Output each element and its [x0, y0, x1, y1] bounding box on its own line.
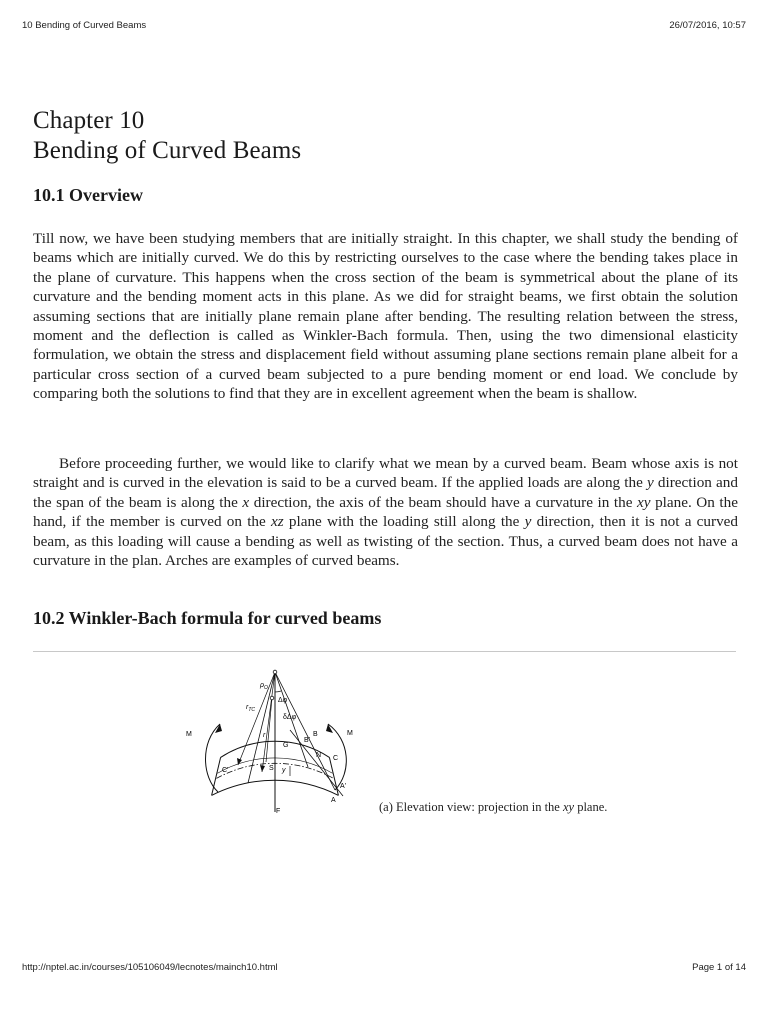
- angle-arc-dphi: [275, 691, 281, 692]
- footer-page-number: Page 1 of 14: [692, 962, 746, 973]
- header-title: 10 Bending of Curved Beams: [22, 20, 147, 31]
- curved-beam-elevation-figure: [180, 662, 390, 822]
- centre-point-lower: [270, 696, 274, 700]
- label-dphi: Δφ: [278, 697, 288, 704]
- math-var: y: [524, 513, 532, 531]
- label-rho: $\rho_O$: [260, 682, 268, 691]
- caption-prefix: (a) Elevation view: projection in the: [379, 800, 563, 814]
- r-arrow: [266, 698, 272, 762]
- caption-suffix: plane.: [574, 800, 608, 814]
- label-C-left: C': [222, 767, 229, 774]
- rho-arrow: [238, 672, 275, 765]
- label-moment-right: M: [347, 730, 353, 737]
- label-A: A: [331, 797, 336, 804]
- label-B: B: [313, 731, 318, 738]
- section-heading-overview: 10.1 Overview: [33, 185, 143, 205]
- label-S: S: [269, 765, 274, 772]
- text-run: Before proceeding further, we would like to clarify what we mean by a curved beam. Beam whose axis is not straight and is curved in the elevation is said to be a curved beam. If the applied loads are along the: [33, 455, 738, 492]
- label-rtc: $r_{TC}$: [246, 704, 256, 713]
- rtc-arrowhead: [260, 765, 265, 772]
- label-B-prime: B': [304, 737, 311, 744]
- math-var: xz: [271, 513, 284, 531]
- text-run: plane with the loading still along the: [283, 513, 525, 531]
- horizontal-divider: [33, 651, 736, 652]
- header-datetime: 26/07/2016, 10:57: [669, 20, 746, 31]
- centre-point: [273, 670, 277, 674]
- text-run: direction and the span of the beam is along the: [33, 474, 738, 511]
- figure-caption: [379, 800, 607, 815]
- math-var: x: [242, 493, 250, 511]
- label-r: r: [263, 732, 266, 739]
- label-y: y: [282, 767, 286, 774]
- chapter-number: Chapter 10: [33, 107, 145, 134]
- label-C-right: C: [333, 755, 339, 762]
- caption-var: xy: [562, 800, 575, 814]
- section-heading-winkler-bach: 10.2 Winkler-Bach formula for curved beams: [33, 608, 382, 628]
- chapter-title: [33, 106, 301, 166]
- text-run: direction, the axis of the beam should have a curvature in the: [249, 493, 638, 511]
- beam-end-right: [329, 757, 338, 795]
- math-var: y: [647, 474, 654, 492]
- chapter-name: Bending of Curved Beams: [33, 137, 302, 164]
- paragraph-curved-beam-definition: [33, 454, 738, 570]
- label-A-prime: A': [340, 783, 347, 790]
- label-moment-left: M: [186, 731, 192, 738]
- paragraph-overview: Till now, we have been studying members that are initially straight. In this chapter, we shall study the bending of beams which are initially curved. We do this by restricting ourselves to the case where the bending takes place in the plane of curvature. This happens when the cross section of the beam is symmetrical about the plane of its curvature and the bending moment acts in this plane. As we did for straight beams, we first obtain the solution assuming sections that are initially plane remain plane after bending. The resulting relation between the stress, moment and the deflection is called as Winkler-Bach formula. Then, using the two dimensional elasticity formulation, we obtain the stress and displacement field without assuming plane sections remain plane albeit for a particular cross section of a curved beam subjected to a pure bending moment or end load. We conclude by comparing both the solutions to find that they are in excellent agreement when the beam is shallow.: [33, 230, 738, 403]
- moment-arrow-left: [206, 724, 221, 792]
- footer-url: http://nptel.ac.in/courses/105106049/lecnotes/mainch10.html: [22, 962, 278, 973]
- label-N: N: [316, 752, 322, 759]
- math-var: xy: [637, 493, 651, 511]
- text-run: direction, then it is not a curved beam, as this loading will cause a bending as well as twisting of the section. Thus, a curved beam does not have a curvature in the plan. Arches are examples of curved beams.: [33, 513, 739, 570]
- label-F: F: [276, 808, 281, 815]
- text-run: plane. On the hand, if the member is curved on the: [33, 493, 738, 531]
- label-delta-dphi: δΔφ: [283, 714, 297, 721]
- label-G: G: [283, 742, 289, 749]
